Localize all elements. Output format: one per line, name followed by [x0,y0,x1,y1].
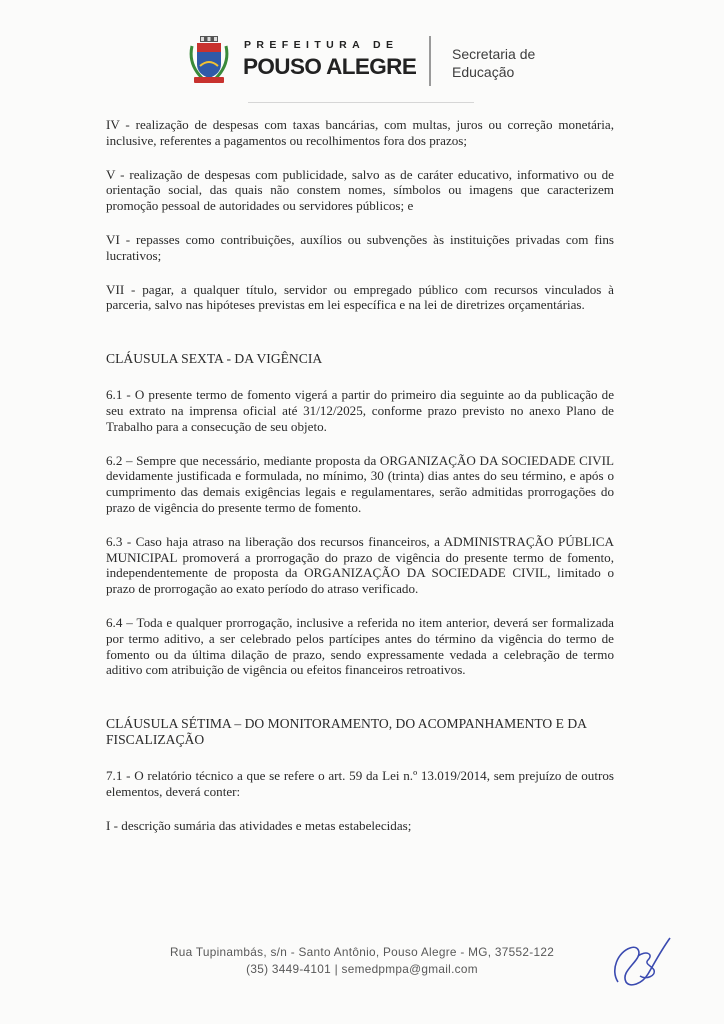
letterhead [188,30,568,92]
initials-signature [608,930,680,992]
item-vi: VI - repasses como contribuições, auxílios ou subvenções às instituições privadas com fins lucrativos; [106,231,614,263]
item-i: I - descrição sumária das atividades e metas estabelecidas; [106,817,412,833]
document-body [106,117,614,852]
clause-7-1: 7.1 - O relatório técnico a que se refere o art. 59 da Lei n.º 13.019/2014, sem prejuízo de outros elementos, deverá conter: [106,768,614,799]
secretaria-line-2: Educação [452,64,515,80]
clause-6-4: 6.4 – Toda e qualquer prorrogação, inclusive a referida no item anterior, deverá ser formalizada por termo aditivo, a ser celebrado pelos partícipes antes do término da vigência do termo de fomento ou da última dilação de prazo, sendo expressamente vedada a celebração de termo aditivo com atribuição de vigência ou efeitos financeiros retroativos. [106,614,614,678]
item-vii: VII - pagar, a qualquer título, servidor ou empregado público com recursos vinculados à parceria, salvo nas hipóteses previstas em lei específica e na lei de diretrizes orçamentárias. [106,281,614,313]
footer-address: Rua Tupinambás, s/n - Santo Antônio, Pouso Alegre - MG, 37552-122 [169,945,555,959]
clause-6-1: 6.1 - O presente termo de fomento vigerá a partir do primeiro dia seguinte ao da publicação de seu extrato na imprensa oficial até 31/12/2025, conforme prazo previsto no anexo Plano de Trabalho para a consecução de seu objeto. [106,387,614,434]
header-divider [429,36,431,86]
footer-contact: (35) 3449-4101 | semedpmpa@gmail.com [246,962,478,976]
item-iv: IV - realização de despesas com taxas bancárias, com multas, juros ou correção monetária, inclusive, referentes a pagamentos ou recolhimentos fora dos prazos; [106,117,614,148]
clause-6-2: 6.2 – Sempre que necessário, mediante proposta da ORGANIZAÇÃO DA SOCIEDADE CIVIL devidamente justificada e formulada, no mínimo, 30 (trinta) dias antes do seu término, e após o cumprimento das demais exigências legais e regulamentares, serão admitidas prorrogações do prazo de vigência do presente termo de fomento. [106,452,614,515]
secretaria-line-1: Secretaria de [452,46,536,62]
header-rule [248,102,474,103]
prefeitura-label: PREFEITURA DE [244,39,399,51]
item-v: V - realização de despesas com publicidade, salvo as de caráter educativo, informativo ou de orientação social, das quais não constem nomes, símbolos ou imagens que caracterizem promoção pessoal de autoridades ou servidores públicos; e [106,166,614,214]
city-coat-of-arms-icon [188,36,230,84]
section-7-title: CLÁUSULA SÉTIMA – DO MONITORAMENTO, DO ACOMPANHAMENTO E DA FISCALIZAÇÃO [106,716,587,748]
city-name: POUSO ALEGRE [243,54,417,79]
clause-6-3: 6.3 - Caso haja atraso na liberação dos recursos financeiros, a ADMINISTRAÇÃO PÚBLICA MUNICIPAL promoverá a prorrogação do prazo de vigência do presente termo de fomento, independentemente de proposta da ORGANIZAÇÃO DA SOCIEDADE CIVIL, limitado o prazo de prorrogação ao exato período do atraso verificado. [106,533,614,597]
section-6-title: CLÁUSULA SEXTA - DA VIGÊNCIA [106,351,323,367]
secretaria-label [452,45,535,81]
